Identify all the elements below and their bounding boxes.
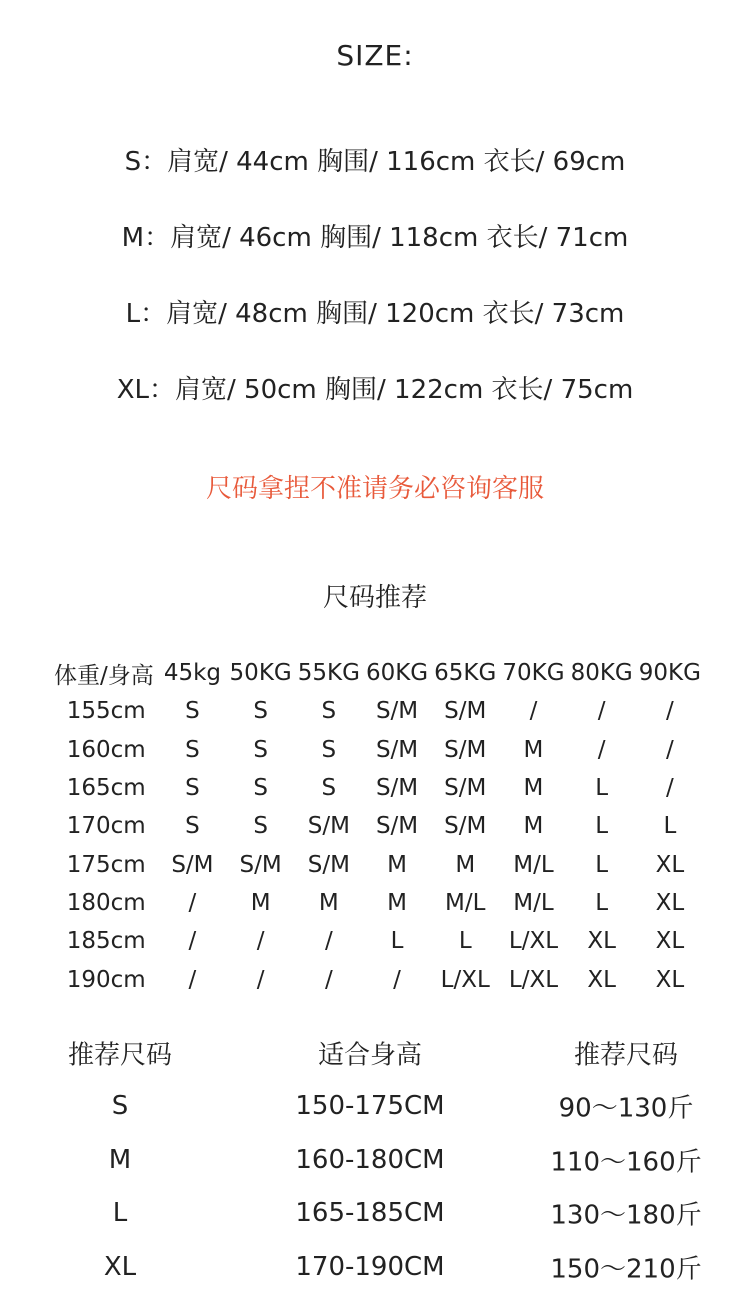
simple-table-row xyxy=(0,1080,750,1134)
grid-row xyxy=(54,922,704,960)
grid-cell: / xyxy=(324,928,333,955)
size-spec-l: L：肩宽/ 48cm 胸围/ 120cm 衣长/ 73cm xyxy=(125,299,625,329)
grid-cell: S xyxy=(185,736,200,763)
grid-cell: / xyxy=(597,698,606,725)
weight-cell: 150～210斤 xyxy=(550,1254,702,1285)
grid-cell: / xyxy=(324,966,333,993)
grid-cell: 190cm xyxy=(66,966,146,993)
grid-cell: S/M xyxy=(375,813,419,840)
grid-cell: S/M xyxy=(307,813,350,840)
grid-header-cell: 55KG xyxy=(297,660,360,687)
grid-cell: L xyxy=(595,775,609,802)
grid-cell: S xyxy=(253,813,268,840)
grid-cell: / xyxy=(597,736,606,763)
grid-cell: 180cm xyxy=(66,889,146,916)
height-cell: 170-190CM xyxy=(295,1251,445,1282)
grid-row xyxy=(54,692,704,730)
grid-row xyxy=(54,845,704,883)
grid-cell: / xyxy=(256,928,265,955)
size-cell: XL xyxy=(103,1251,137,1282)
grid-cell: 175cm xyxy=(66,851,146,878)
grid-header-cell: 80KG xyxy=(570,660,633,687)
header-fit-height: 适合身高 xyxy=(317,1040,423,1071)
grid-cell: XL xyxy=(655,851,685,878)
grid-cell: / xyxy=(393,966,401,993)
grid-cell: S xyxy=(321,698,337,725)
grid-cell: S/M xyxy=(444,775,487,802)
weight-cell: 110～160斤 xyxy=(550,1147,702,1178)
grid-row xyxy=(54,884,704,922)
grid-header-row xyxy=(54,654,704,692)
grid-cell: / xyxy=(665,775,674,802)
grid-cell: S/M xyxy=(375,775,419,802)
grid-row xyxy=(54,731,704,769)
grid-cell: 170cm xyxy=(66,813,146,840)
grid-cell: S xyxy=(253,775,268,802)
grid-cell: 185cm xyxy=(66,928,146,955)
grid-cell: M xyxy=(250,889,271,916)
grid-cell: S/M xyxy=(239,851,282,878)
grid-cell: / xyxy=(188,966,197,993)
grid-cell: M xyxy=(523,736,544,763)
size-spec-m: M：肩宽/ 46cm 胸围/ 118cm 衣长/ 71cm xyxy=(121,223,629,253)
grid-cell: 160cm xyxy=(66,736,146,763)
simple-table-row xyxy=(0,1240,750,1294)
height-cell: 165-185CM xyxy=(295,1198,445,1229)
grid-cell: S xyxy=(321,736,337,763)
grid-cell: S xyxy=(321,775,337,802)
grid-cell: M xyxy=(318,889,339,916)
grid-cell: S/M xyxy=(375,698,419,725)
recommend-title: 尺码推荐 xyxy=(322,583,427,613)
grid-cell: M xyxy=(387,889,407,916)
size-spec-s: S：肩宽/ 44cm 胸围/ 116cm 衣长/ 69cm xyxy=(124,147,626,177)
grid-cell: / xyxy=(188,889,197,916)
grid-cell: L/XL xyxy=(440,966,490,993)
grid-cell: S/M xyxy=(444,698,487,725)
grid-header-cell: 65KG xyxy=(434,660,497,687)
grid-cell: 165cm xyxy=(66,775,146,802)
grid-cell: L xyxy=(595,813,609,840)
header-recommended-size-weight: 推荐尺码 xyxy=(573,1040,679,1071)
grid-cell: S/M xyxy=(307,851,350,878)
height-cell: 160-180CM xyxy=(295,1144,445,1175)
simple-table-row xyxy=(0,1133,750,1187)
grid-cell: S xyxy=(185,775,200,802)
grid-cell: S xyxy=(253,736,268,763)
header-recommended-size: 推荐尺码 xyxy=(67,1040,173,1071)
grid-cell: / xyxy=(256,966,265,993)
grid-cell: L xyxy=(663,813,677,840)
grid-cell: L/XL xyxy=(508,928,559,955)
size-spec-xl: XL：肩宽/ 50cm 胸围/ 122cm 衣长/ 75cm xyxy=(116,375,634,405)
grid-cell: S/M xyxy=(375,736,419,763)
size-height-weight-table xyxy=(0,1026,750,1294)
grid-cell: / xyxy=(665,698,674,725)
grid-cell: M xyxy=(455,851,476,878)
grid-cell: L xyxy=(595,851,609,878)
grid-cell: XL xyxy=(587,928,616,955)
weight-cell: 130～180斤 xyxy=(550,1200,702,1231)
grid-header-cell: 体重/身高 xyxy=(54,662,154,689)
grid-header-cell: 90KG xyxy=(638,660,701,687)
grid-cell: S xyxy=(185,813,200,840)
size-recommend-grid xyxy=(54,654,704,999)
grid-row xyxy=(54,769,704,807)
grid-cell: XL xyxy=(655,928,685,955)
consult-notice: 尺码拿捏不准请务必咨询客服 xyxy=(205,474,544,504)
grid-row xyxy=(54,807,704,845)
grid-header-cell: 70KG xyxy=(502,660,565,687)
size-cell: S xyxy=(111,1091,129,1122)
grid-cell: S/M xyxy=(444,813,487,840)
grid-cell: / xyxy=(529,698,538,725)
grid-cell: M xyxy=(387,851,407,878)
grid-cell: M/L xyxy=(513,889,554,916)
grid-cell: L xyxy=(595,889,609,916)
weight-cell: 90～130斤 xyxy=(558,1093,694,1124)
grid-cell: 155cm xyxy=(66,698,146,725)
grid-cell: / xyxy=(188,928,197,955)
grid-cell: XL xyxy=(655,966,685,993)
grid-cell: M xyxy=(523,813,544,840)
grid-cell: S xyxy=(253,698,268,725)
size-cell: M xyxy=(108,1144,132,1175)
size-cell: L xyxy=(112,1198,128,1229)
simple-table-row xyxy=(0,1187,750,1241)
grid-cell: L/XL xyxy=(508,966,559,993)
grid-cell: S/M xyxy=(171,851,214,878)
grid-cell: S xyxy=(185,698,200,725)
grid-cell: L xyxy=(458,928,472,955)
grid-cell: M/L xyxy=(445,889,486,916)
grid-cell: M xyxy=(523,775,544,802)
height-cell: 150-175CM xyxy=(295,1091,445,1122)
grid-cell: XL xyxy=(655,889,685,916)
grid-cell: L xyxy=(390,928,404,955)
grid-cell: S/M xyxy=(444,736,487,763)
grid-header-cell: 60KG xyxy=(365,660,429,687)
grid-cell: M/L xyxy=(513,851,554,878)
grid-cell: / xyxy=(665,736,674,763)
grid-row xyxy=(54,960,704,998)
grid-header-cell: 50KG xyxy=(229,660,292,687)
grid-cell: XL xyxy=(587,966,616,993)
page-title: SIZE: xyxy=(336,39,414,72)
simple-table-header xyxy=(0,1026,750,1080)
grid-header-cell: 45kg xyxy=(163,660,222,687)
